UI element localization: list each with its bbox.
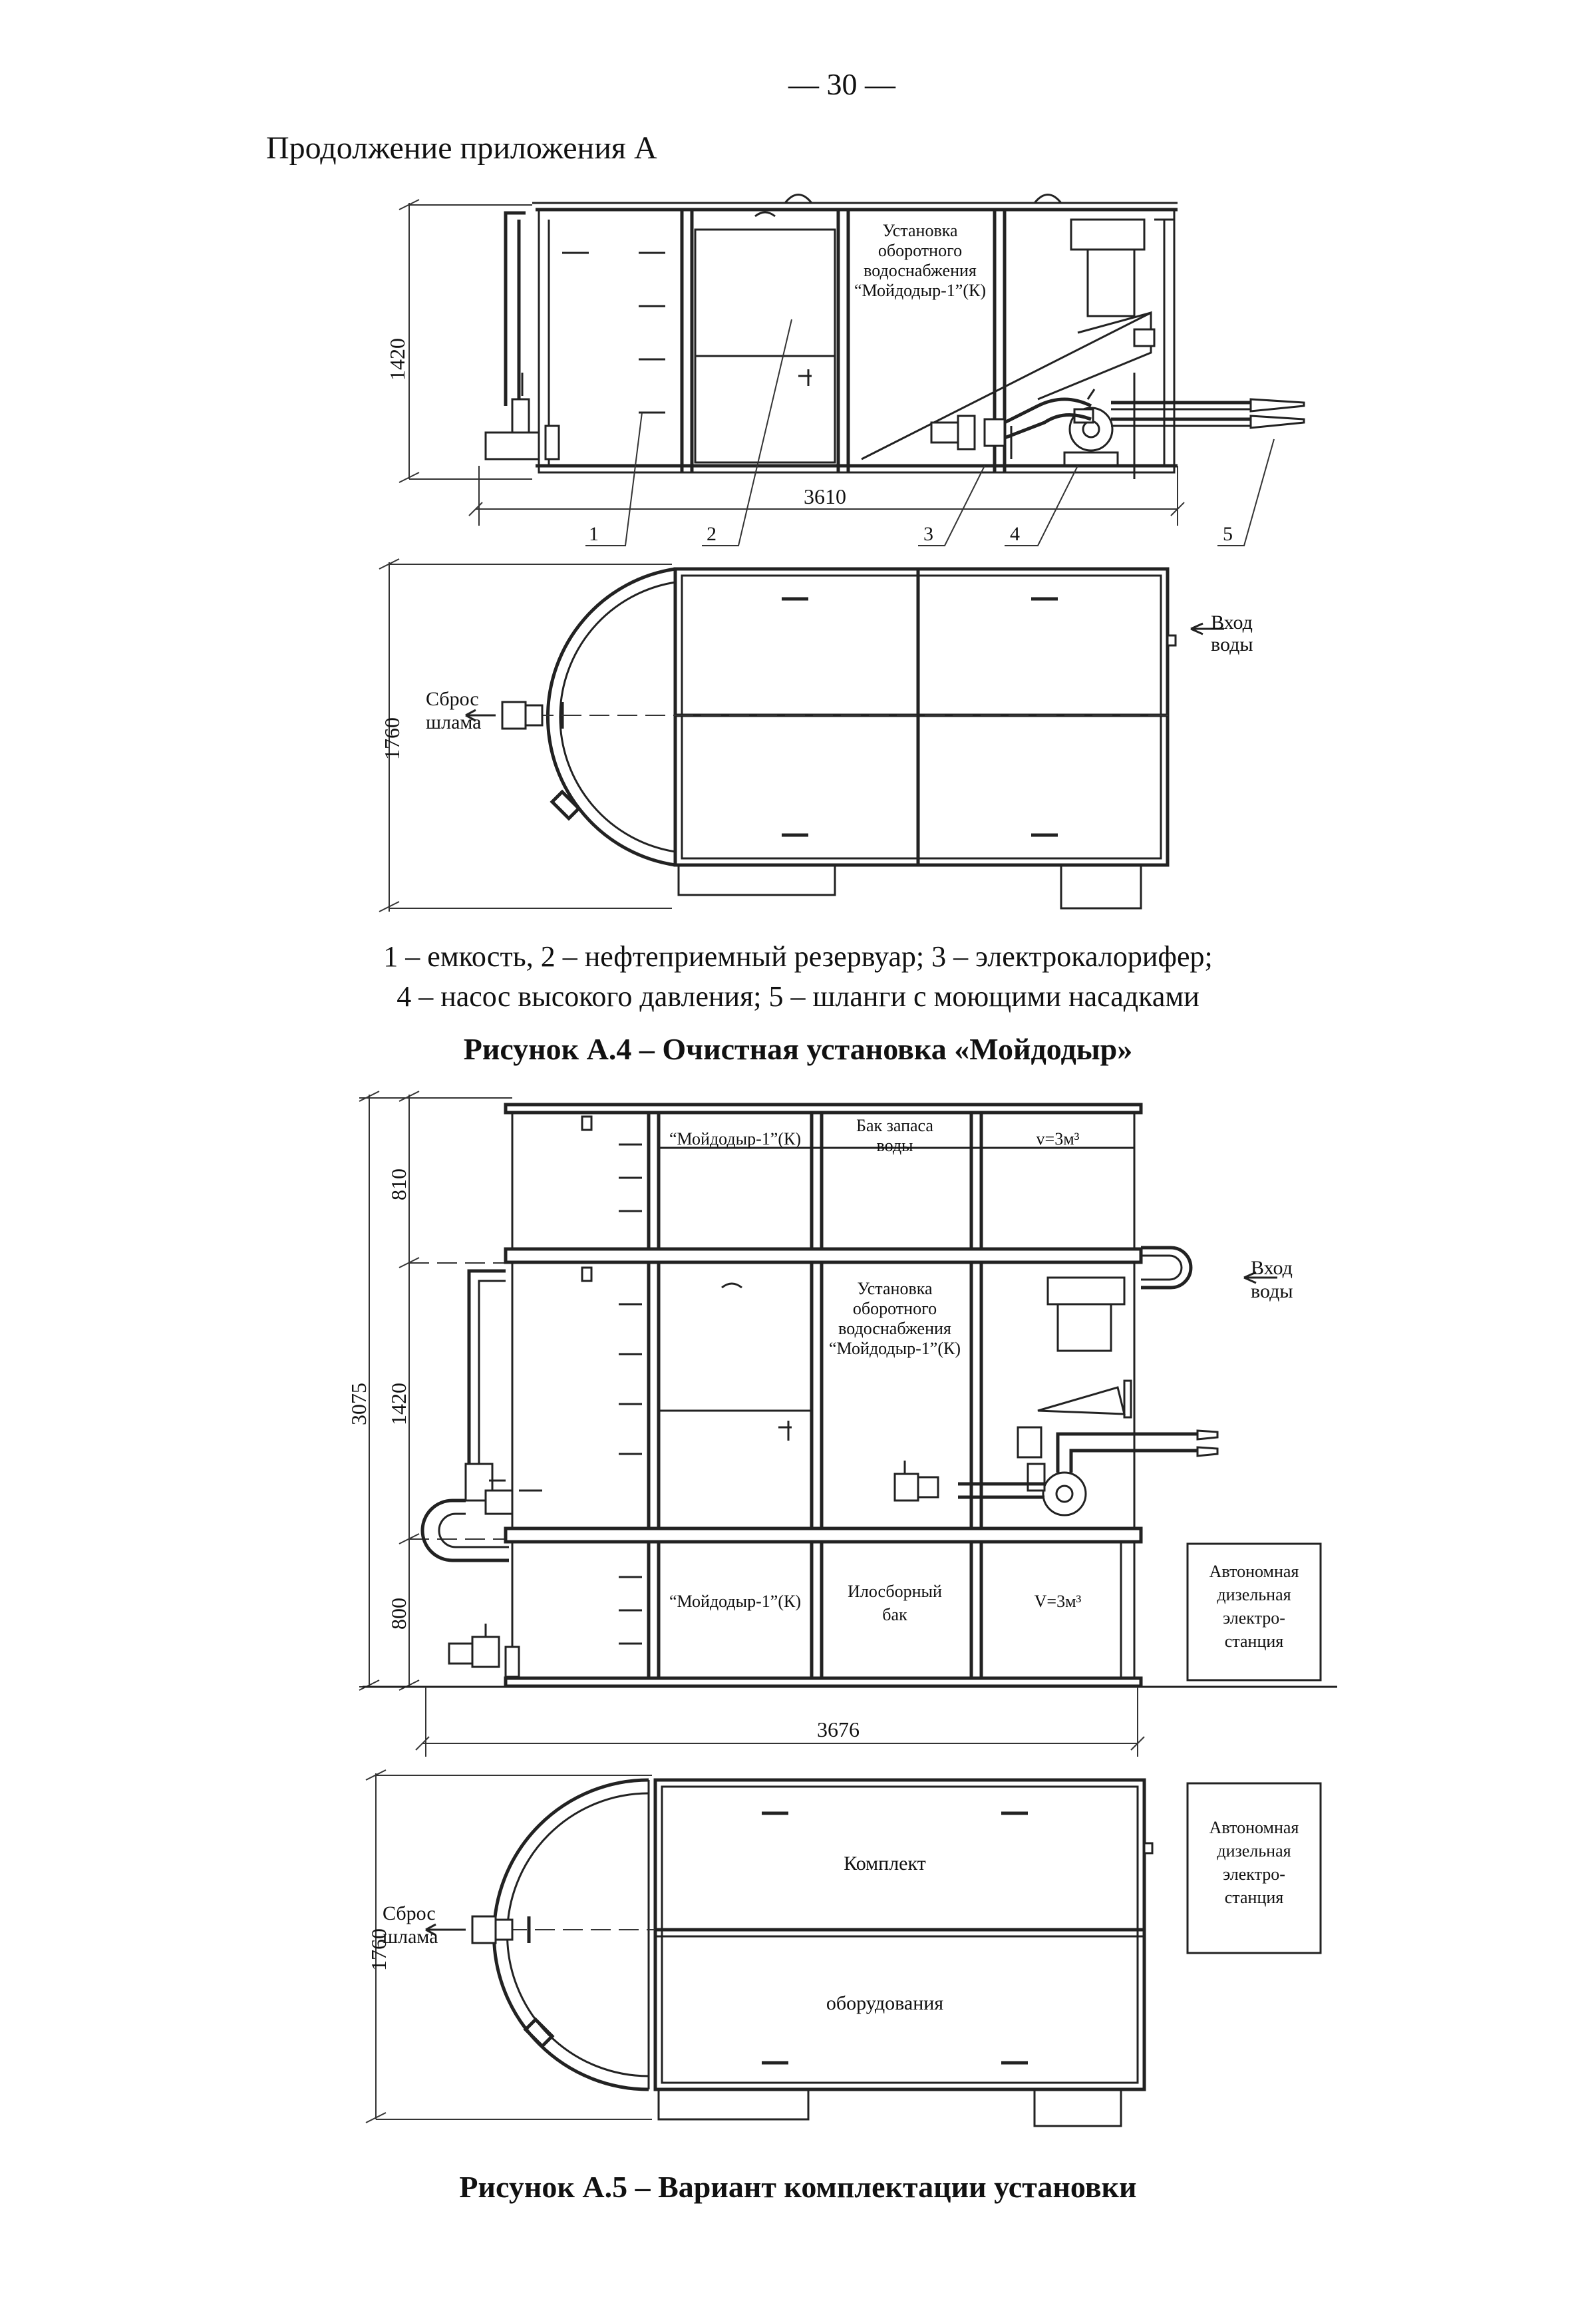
fig5-sludge-tank-1: Илосборный [848,1582,942,1601]
fig5-sludge-tank-volume: V=3м³ [1034,1592,1082,1611]
fig4-side-view [385,195,1304,546]
fig4-water-in-1: Вход [1211,612,1253,633]
fig5-top-power-station-3: электро- [1223,1864,1285,1884]
fig5-water-tank-1: Бак запаса [856,1116,933,1135]
fig5-top-power-station-1: Автономная [1209,1818,1299,1837]
fig5-sludge-out-2: шлама [383,1926,438,1948]
fig5-dim-bottom: 800 [387,1598,410,1630]
fig4-top-view [379,559,1253,912]
fig4-callout-4: 4 [1010,523,1020,545]
fig5-water-in-1: Вход [1251,1257,1293,1279]
fig5-sludge-tank-2: бак [882,1605,907,1624]
fig5-water-tank-2: воды [876,1136,913,1155]
fig5-caption: Рисунок А.5 – Вариант комплектации установки [459,2170,1137,2204]
fig5-equipment-set-1: Комплект [844,1853,926,1874]
fig5-power-station-3: электро- [1223,1608,1285,1628]
fig4-legend-line-1: 1 – емкость, 2 – нефтеприемный резервуар; 3 – электрокалорифер; [383,940,1213,973]
fig5-plant-label-4: “Мойдодыр-1”(К) [829,1339,961,1358]
fig5-sludge-out-1: Сброс [383,1902,436,1924]
fig4-dim-width: 1760 [380,717,404,760]
fig4-plant-label-2: оборотного [878,241,963,260]
fig5-top-power-station-2: дизельная [1217,1841,1291,1860]
fig4-plant-label-1: Установка [882,221,958,240]
fig5-water-in-2: воды [1251,1280,1293,1302]
page-number: — 30 — [788,67,895,101]
fig4-legend-line-2: 4 – насос высокого давления; 5 – шланги с моющими насадками [397,980,1199,1013]
fig5-dim-top: 810 [387,1168,410,1200]
fig5-top-view [366,1770,1321,2126]
fig4-sludge-out-2: шлама [426,711,482,733]
fig5-plant-label-3: водоснабжения [838,1319,951,1338]
fig5-dim-width: 1760 [367,1928,391,1971]
fig4-dim-height: 1420 [385,338,409,381]
fig5-power-station-1: Автономная [1209,1562,1299,1581]
fig4-caption: Рисунок А.4 – Очистная установка «Мойдодыр» [463,1032,1133,1066]
fig5-equipment-set-2: оборудования [826,1992,944,2014]
fig4-callout-5: 5 [1223,523,1233,545]
fig4-plant-label-3: водоснабжения [864,261,977,280]
fig5-bottom-tier-name: “Мойдодыр-1”(К) [669,1592,801,1611]
fig5-side-view [347,1091,1337,1757]
fig5-plant-label-1: Установка [857,1279,933,1298]
fig4-water-in-2: воды [1211,633,1253,655]
fig5-power-station-2: дизельная [1217,1585,1291,1604]
fig5-dim-mid: 1420 [387,1383,410,1425]
fig5-plant-label-2: оборотного [852,1299,937,1318]
fig4-callout-2: 2 [707,523,717,545]
fig5-water-tank-volume: v=3м³ [1036,1129,1080,1149]
fig5-power-station-4: станция [1224,1632,1284,1651]
fig4-callout-1: 1 [589,523,599,545]
fig4-plant-label-4: “Мойдодыр-1”(К) [854,281,986,300]
fig4-callout-3: 3 [923,523,933,545]
fig5-top-power-station-4: станция [1224,1888,1284,1907]
fig4-sludge-out-1: Сброс [426,688,479,710]
fig4-dim-length: 3610 [804,484,846,508]
fig5-top-tier-name: “Мойдодыр-1”(К) [669,1129,801,1149]
continuation-heading: Продолжение приложения А [266,130,657,166]
fig5-dim-length: 3676 [817,1717,860,1741]
fig5-dim-total: 3075 [347,1383,371,1425]
